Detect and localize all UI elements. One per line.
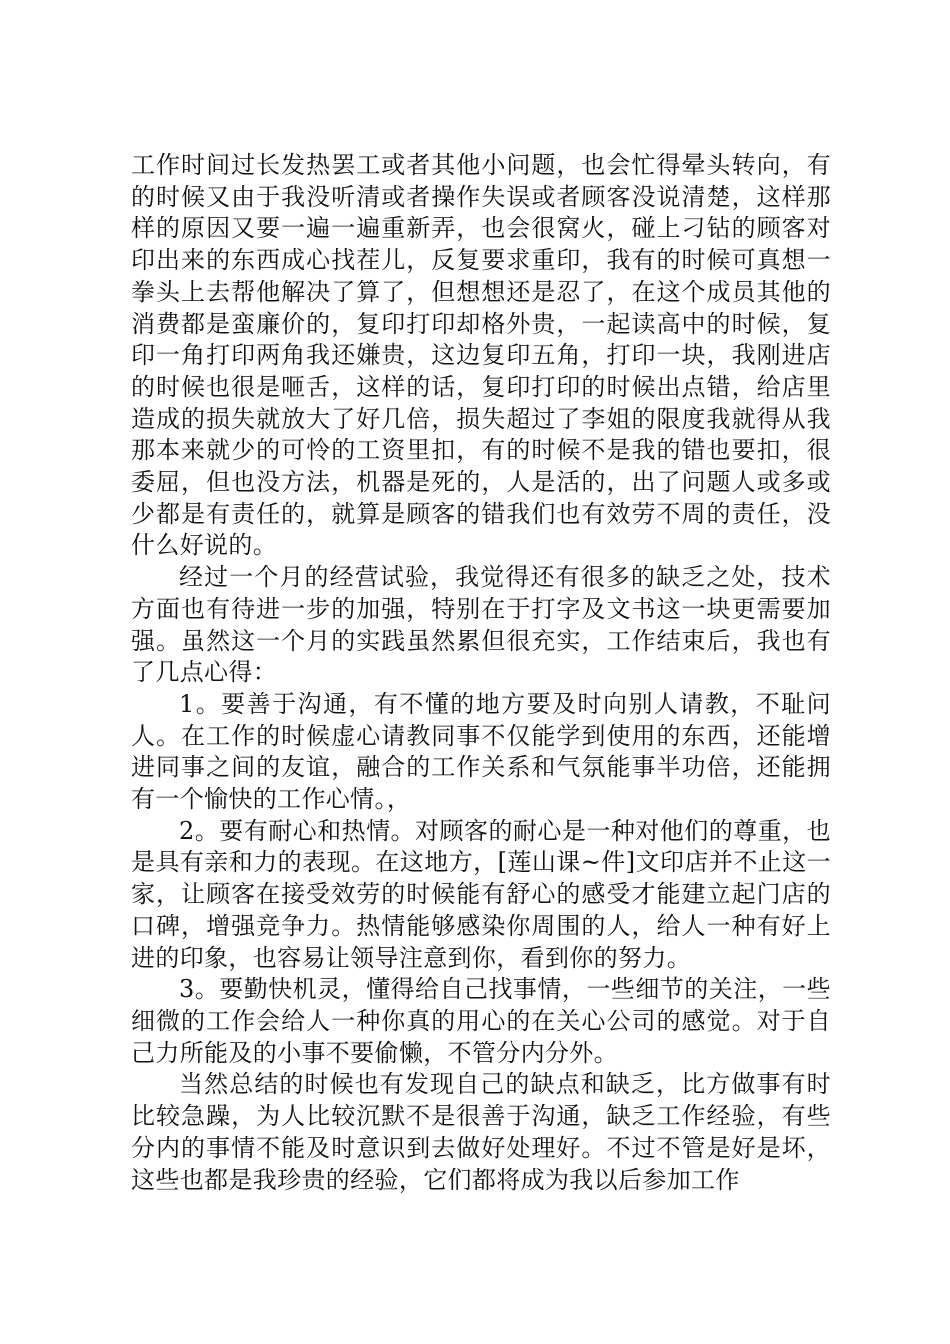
paragraph-point-3: 3。要勤快机灵，懂得给自己找事情，一些细节的关注，一些细微的工作会给人一种你真的用心的在关心公司的感觉。对于自己力所能及的小事不要偷懒，不管分内分外。	[131, 975, 831, 1067]
paragraph-summary: 当然总结的时候也有发现自己的缺点和缺乏，比方做事有时比较急躁，为人比较沉默不是很善于沟通，缺乏工作经验，有些分内的事情不能及时意识到去做好处理好。不过不管是好是坏，这些也都是我珍贵的经验，它们都将成为我以后参加工作	[131, 1070, 831, 1194]
paragraph-experience: 经过一个月的经营试验，我觉得还有很多的缺乏之处，技术方面也有待进一步的加强，特别在于打字及文书这一块更需要加强。虽然这一个月的实践虽然累但很充实，工作结束后，我也有了几点心得：	[131, 563, 831, 687]
paragraph-point-2: 2。要有耐心和热情。对顾客的耐心是一种对他们的尊重，也是具有亲和力的表现。在这地方，[莲山课~件]文印店并不止这一家，让顾客在接受效劳的时候能有舒心的感受才能建立起门店的口碑，增强竞争力。热情能够感染你周围的人，给人一种有好上进的印象，也容易让领导注意到你，看到你的努力。	[131, 816, 831, 972]
paragraph-point-1: 1。要善于沟通，有不懂的地方要及时向别人请教，不耻问人。在工作的时候虚心请教同事不仅能学到使用的东西，还能增进同事之间的友谊，融合的工作关系和气氛能事半功倍，还能拥有一个愉快的工作心情。，	[131, 689, 831, 814]
paragraph-continued: 工作时间过长发热罢工或者其他小问题，也会忙得晕头转向，有的时候又由于我没听清或者操作失误或者顾客没说清楚，这样那样的原因又要一遍一遍重新弄，也会很窝火，碰上刁钻的顾客对印出来的东西成心找茬儿，反复要求重印，我有的时候可真想一拳头上去帮他解决了算了，但想想还是忍了，在这个成员其他的消费都是蛮廉价的，复印打印却格外贵，一起读高中的时候，复印一角打印两角我还嫌贵，这边复印五角，打印一块，我刚进店的时候也很是咂舌，这样的话，复印打印的时候出点错，给店里造成的损失就放大了好几倍，损失超过了李姐的限度我就得从我那本来就少的可怜的工资里扣，有的时候不是我的错也要扣，很委屈，但也没方法，机器是死的，人是活的，出了问题人或多或少都是有责任的，就算是顾客的错我们也有效劳不周的责任，没什么好说的。	[131, 151, 831, 560]
document-body	[131, 150, 831, 1196]
